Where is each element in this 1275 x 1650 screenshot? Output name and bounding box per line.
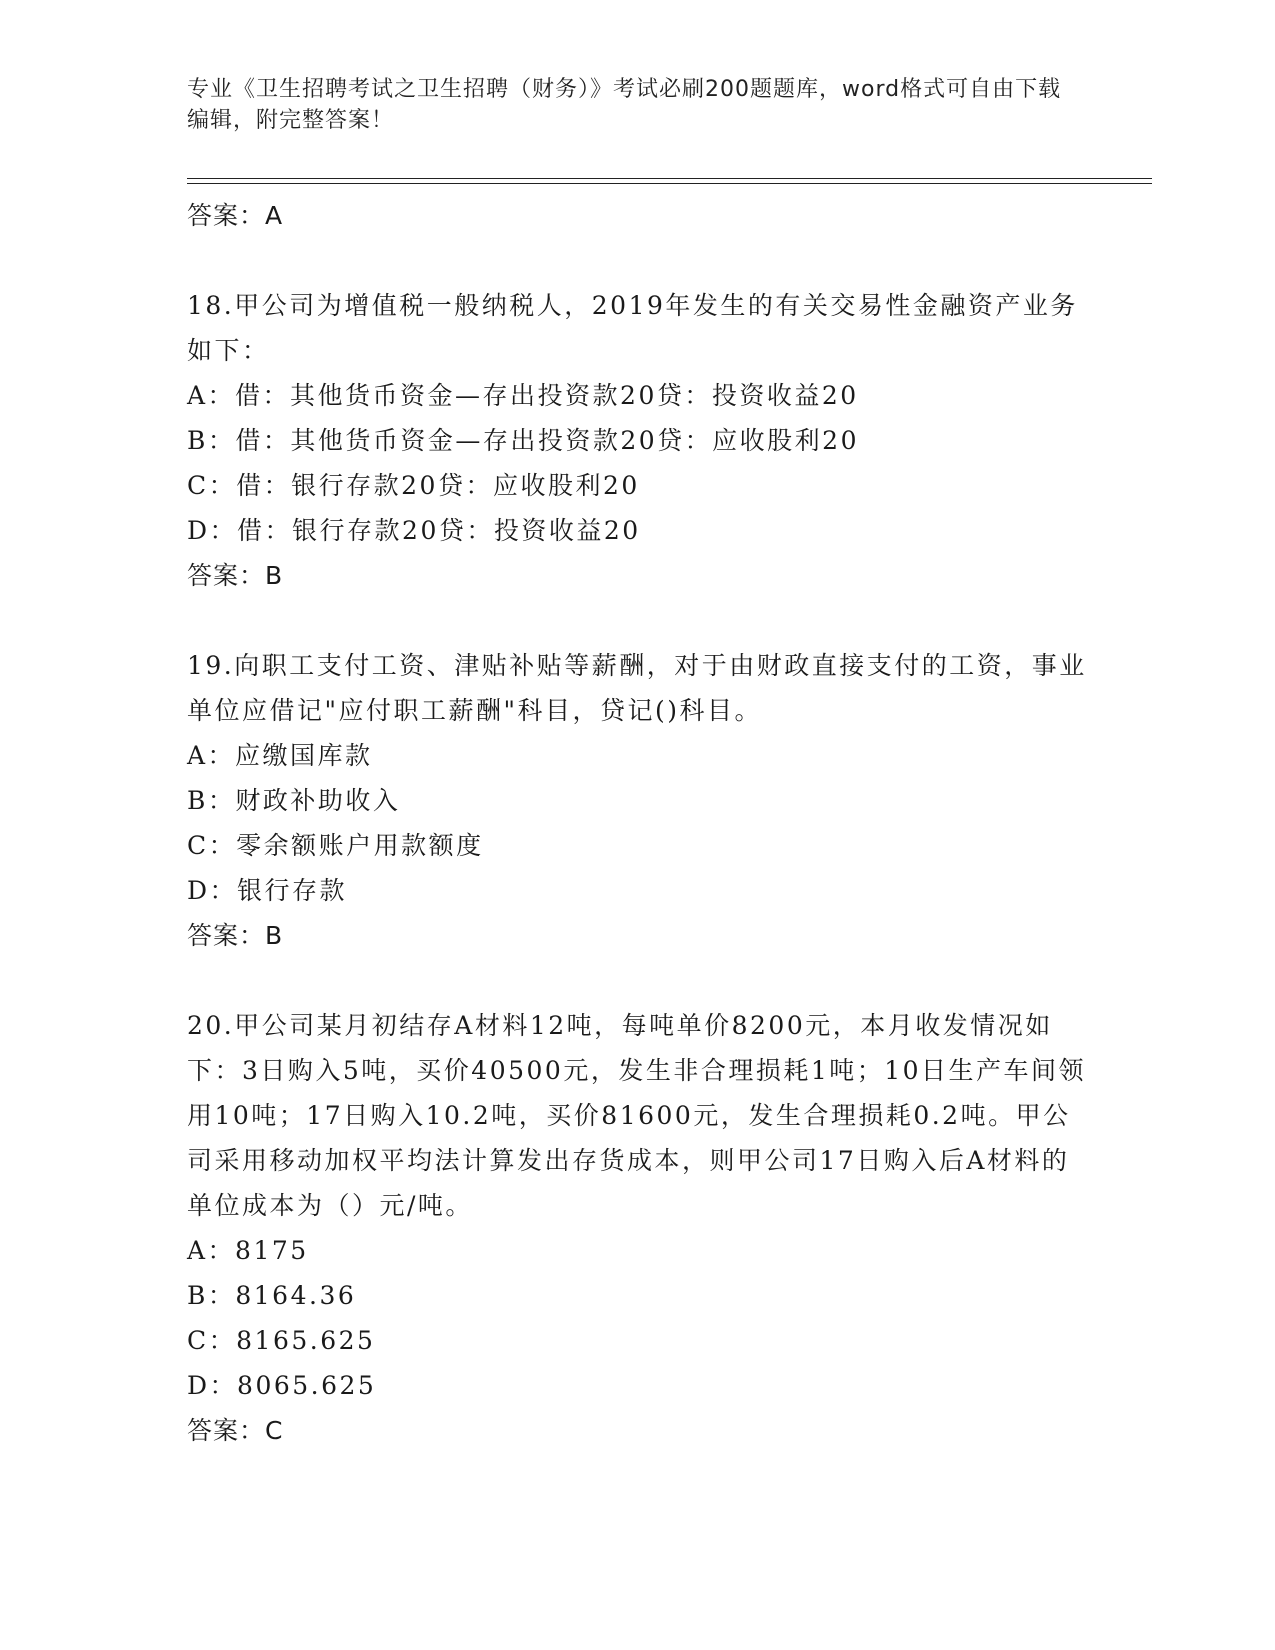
option-a: A：借：其他货币资金—存出投资款20贷：投资收益20 [187, 381, 859, 410]
question-text: 20.甲公司某月初结存A材料12吨，每吨单价8200元，本月收发情况如下：3日购入5吨，买价40500元，发生非合理损耗1吨；10日生产车间领用10吨；17日购入10.2吨，买价81600元，发生合理损耗0.2吨。甲公司采用移动加权平均法计算发出存货成本，则甲公司17日购入后A材料的单位成本为（）元/吨。 [187, 1011, 1087, 1220]
option-c: C：借：银行存款20贷：应收股利20 [187, 471, 640, 500]
option-d: D：借：银行存款20贷：投资收益20 [187, 516, 641, 545]
answer-line: 答案：C [187, 1416, 284, 1445]
question-block [187, 643, 1087, 958]
spacer [187, 598, 1087, 643]
option-b: B：借：其他货币资金—存出投资款20贷：应收股利20 [187, 426, 859, 455]
option-d: D：8065.625 [187, 1371, 377, 1400]
spacer [187, 238, 1087, 283]
option-a: A：应缴国库款 [187, 741, 373, 770]
header-rule-upper [187, 178, 1152, 179]
question-text: 18.甲公司为增值税一般纳税人，2019年发生的有关交易性金融资产业务如下： [187, 291, 1078, 365]
option-d: D：银行存款 [187, 876, 348, 905]
option-a: A：8175 [187, 1236, 309, 1265]
document-header: 专业《卫生招聘考试之卫生招聘（财务）》考试必刷200题题库，word格式可自由下载编辑，附完整答案！ [187, 77, 1062, 133]
question-text: 19.向职工支付工资、津贴补贴等薪酬，对于由财政直接支付的工资，事业单位应借记"应付职工薪酬"科目，贷记()科目。 [187, 651, 1087, 725]
answer-line: 答案：B [187, 561, 284, 590]
question-block [187, 1003, 1087, 1453]
option-c: C：零余额账户用款额度 [187, 831, 484, 860]
question-list [187, 193, 1087, 1453]
answer-line: 答案：B [187, 921, 284, 950]
answer-line: 答案：A [187, 201, 284, 230]
option-c: C：8165.625 [187, 1326, 376, 1355]
option-b: B：8164.36 [187, 1281, 357, 1310]
header-rule-lower [187, 183, 1152, 184]
spacer [187, 958, 1087, 1003]
question-block [187, 283, 1087, 598]
option-b: B：财政补助收入 [187, 786, 401, 815]
